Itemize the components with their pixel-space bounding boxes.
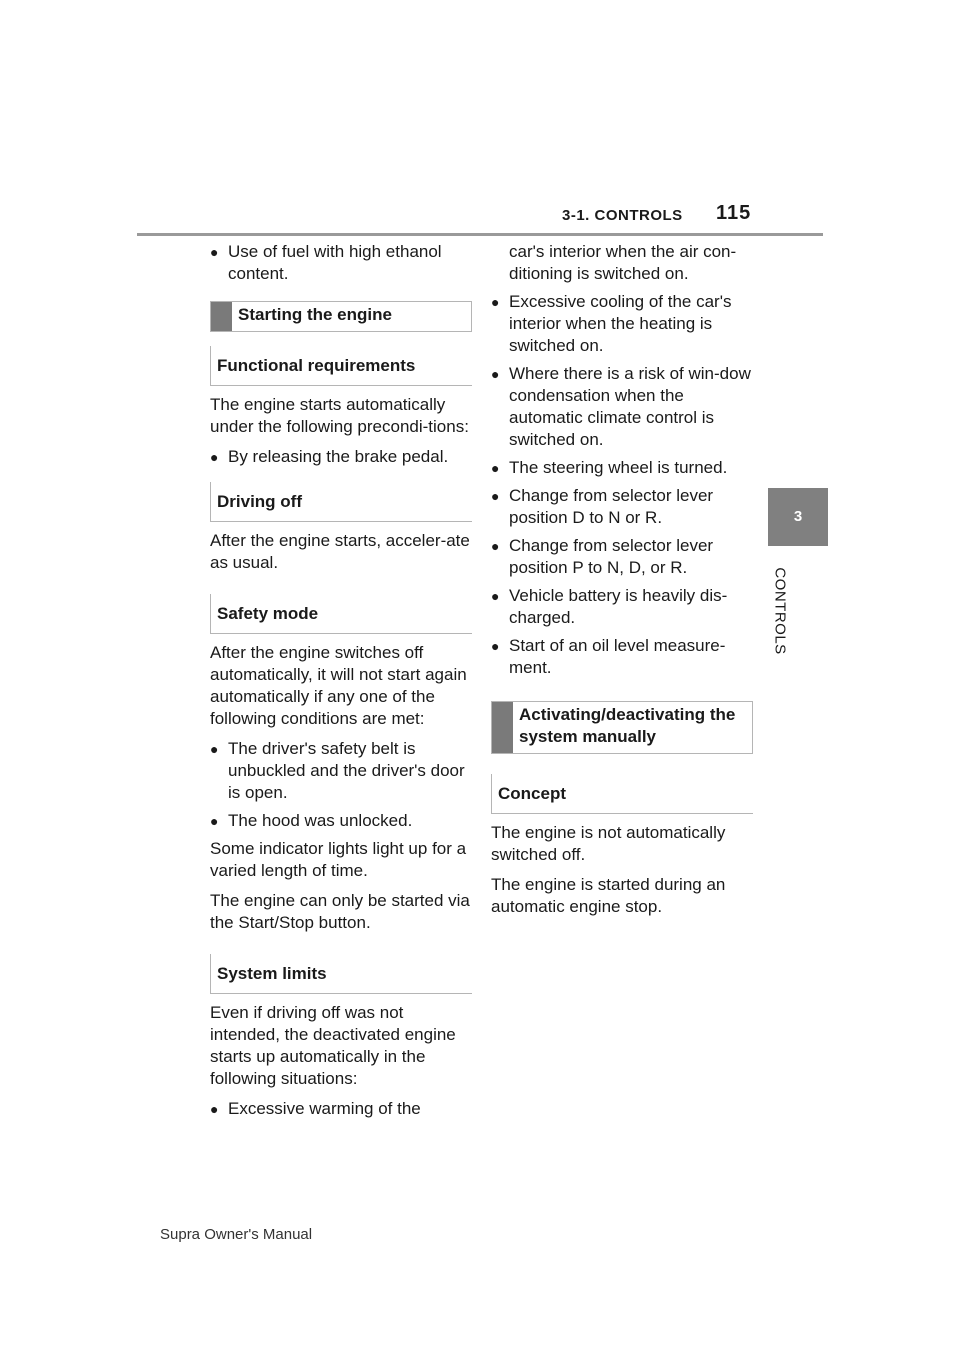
bullet-icon: ● [210,741,219,757]
bullet-icon: ● [210,449,219,465]
right-column [491,241,753,926]
heading-bar [211,302,232,331]
paragraph: The engine can only be started via the Start/Stop button. [210,891,470,932]
paragraph: After the engine switches off automatically, it will not start again automatically if any one of the following conditions are met: [210,643,467,728]
bullet-icon: ● [210,813,219,829]
page-number: 115 [716,202,752,224]
list-item-continuation: car's interior when the air con-ditioning is switched on. [509,242,737,283]
bullet-icon: ● [210,1101,219,1117]
bullet-icon: ● [491,460,500,476]
chapter-tab-label [760,556,800,666]
bullet-icon: ● [491,366,500,382]
paragraph: The engine starts automatically under the following precondi-tions: [210,395,469,436]
header-divider [137,233,823,236]
list-item: ● Use of fuel with high ethanol content. [210,242,442,283]
paragraph: Some indicator lights light up for a varied length of time. [210,839,467,880]
list-item: ● Excessive warming of the [210,1099,421,1118]
list-item: ● The driver's safety belt is unbuckled and the driver's door is open. [210,739,465,802]
bullet-icon: ● [491,294,500,310]
section-heading-box [491,701,753,754]
chapter-tab-text: CONTROLS [771,567,789,655]
heading-activating-deactivating: Activating/deactivating the system manually [519,705,736,746]
list-item: ● The steering wheel is turned. [491,458,728,477]
subheading-system-limits: System limits [210,954,472,994]
chapter-tab-number: 3 [768,488,828,546]
list-item: ● Change from selector lever position D to N or R. [491,486,714,527]
bullet-icon: ● [491,538,500,554]
bullet-icon: ● [210,244,219,260]
paragraph: The engine is started during an automatic engine stop. [491,875,726,916]
list-item: ● Excessive cooling of the car's interior when the heating is switched on. [491,292,732,355]
bullet-icon: ● [491,588,500,604]
footer-manual-title: Supra Owner's Manual [160,1226,313,1243]
subheading-safety-mode: Safety mode [210,594,472,634]
list-item: ● Vehicle battery is heavily dis-charged. [491,586,728,627]
bullet-icon: ● [491,488,500,504]
paragraph: Even if driving off was not intended, the deactivated engine starts up automatically in the following situations: [210,1003,456,1088]
paragraph: After the engine starts, acceler-ate as usual. [210,531,470,572]
heading-bar [492,702,513,753]
list-item: ● Change from selector lever position P to N, D, or R. [491,536,714,577]
heading-starting-the-engine: Starting the engine [238,305,392,324]
bullet-icon: ● [491,638,500,654]
list-item: ● By releasing the brake pedal. [210,447,449,466]
subheading-concept: Concept [491,774,753,814]
subheading-driving-off: Driving off [210,482,472,522]
left-column [210,241,472,1126]
subheading-functional-requirements: Functional requirements [210,346,472,386]
list-item: ● Start of an oil level measure-ment. [491,636,726,677]
section-title: 3-1. CONTROLS [562,207,683,224]
list-item: ● Where there is a risk of win-dow condensation when the automatic climate control is switched on. [491,364,751,449]
paragraph: The engine is not automatically switched off. [491,823,726,864]
list-item: ● The hood was unlocked. [210,811,413,830]
section-heading-box [210,301,472,332]
